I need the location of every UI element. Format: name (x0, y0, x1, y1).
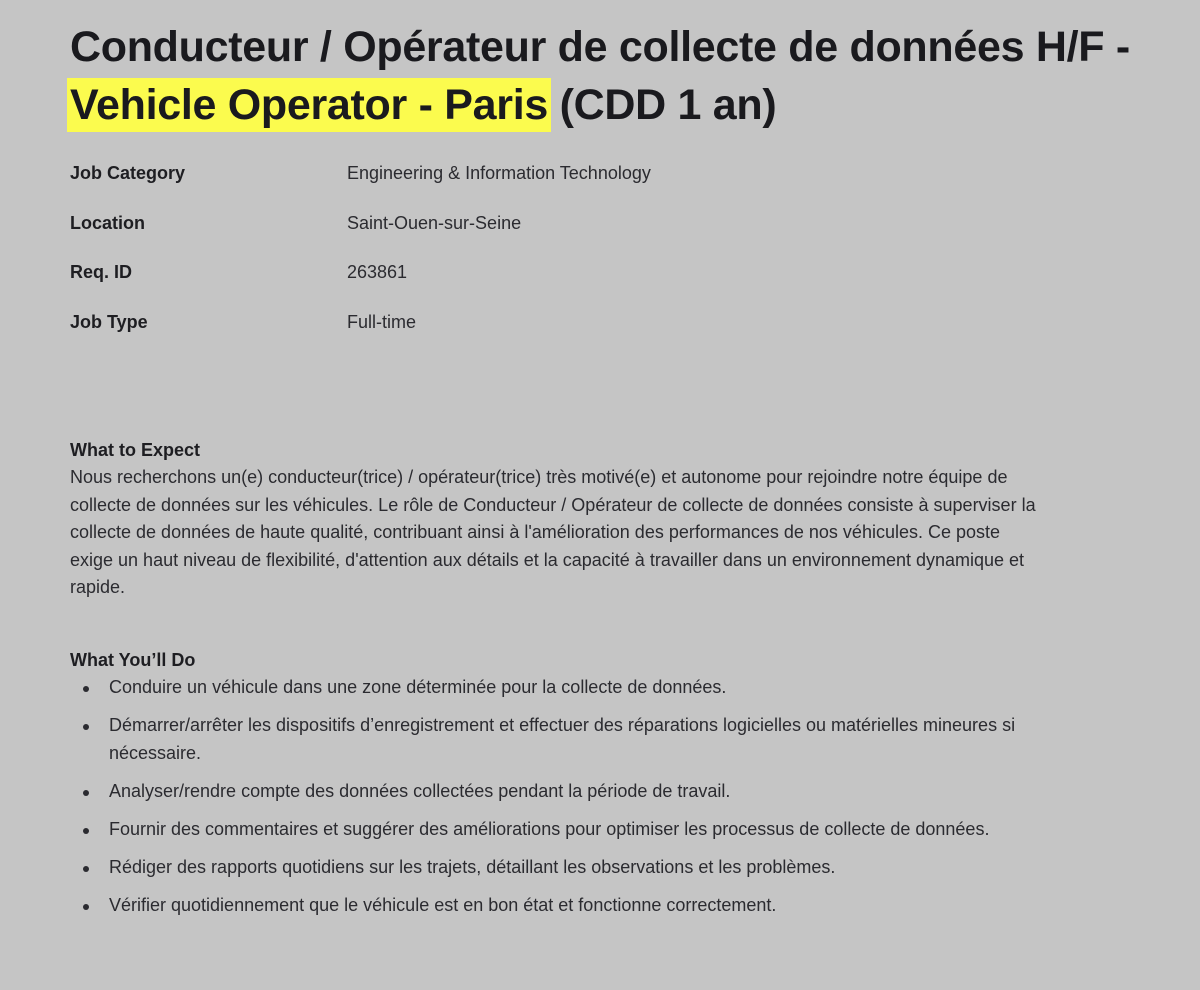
list-item (70, 778, 1040, 806)
meta-row-job-category (70, 160, 870, 210)
what-youll-do-section (70, 647, 1040, 930)
meta-row-location (70, 210, 870, 260)
job-title-part1: Conducteur / Opérateur de collecte de données H/F - (70, 23, 1130, 71)
duties-list (70, 674, 1040, 919)
list-item (70, 674, 1040, 702)
bullet-icon (83, 866, 89, 872)
section-text: Nous recherchons un(e) conducteur(trice) / opérateur(trice) très motivé(e) et autonome pour rejoindre notre équipe de collecte de données sur les véhicules. Le rôle de Conducteur / Opérateur de collecte de données consiste à superviser la collecte de données de haute qualité, contribuant ainsi à l'amélioration des performances de nos véhicules. Ce poste exige un haut niveau de flexibilité, d'attention aux détails et la capacité à travailler dans un environnement dynamique et rapide. (70, 467, 1036, 597)
meta-label: Location (70, 212, 145, 233)
meta-value: Engineering & Information Technology (347, 163, 651, 183)
job-title-part2: (CDD 1 an) (547, 81, 777, 129)
meta-label: Job Category (70, 163, 186, 183)
list-item-text: Conduire un véhicule dans une zone déterminée pour la collecte de données. (109, 677, 727, 697)
job-meta-table (70, 160, 870, 358)
list-item-text: Démarrer/arrêter les dispositifs d’enregistrement et effectuer des réparations logicielles ou matérielles mineures si nécessaire. (109, 715, 1016, 763)
meta-value: Full-time (347, 311, 417, 332)
bullet-icon (83, 686, 89, 692)
meta-row-job-type (70, 309, 870, 359)
list-item-text: Vérifier quotidiennement que le véhicule est en bon état et fonctionne correctement. (109, 894, 777, 915)
bullet-icon (83, 904, 89, 910)
job-title-highlight: Vehicle Operator - Paris (70, 81, 548, 129)
section-heading: What to Expect (70, 440, 201, 460)
meta-label: Job Type (70, 311, 148, 332)
meta-row-req-id (70, 259, 870, 309)
list-item-text: Analyser/rendre compte des données collectées pendant la période de travail. (109, 780, 731, 801)
list-item (70, 854, 1040, 882)
list-item-text: Rédiger des rapports quotidiens sur les trajets, détaillant les observations et les problèmes. (109, 856, 836, 877)
meta-label: Req. ID (70, 262, 133, 282)
bullet-icon (83, 828, 89, 834)
what-to-expect-section (70, 437, 1040, 602)
meta-value: Saint-Ouen-sur-Seine (347, 212, 522, 233)
list-item (70, 816, 1040, 844)
meta-value: 263861 (347, 262, 408, 282)
list-item-text: Fournir des commentaires et suggérer des améliorations pour optimiser les processus de collecte de données. (109, 818, 990, 839)
section-heading: What You’ll Do (70, 650, 196, 670)
job-title (70, 18, 1190, 134)
bullet-icon (83, 790, 89, 796)
bullet-icon (83, 724, 89, 730)
list-item (70, 712, 1040, 767)
list-item (70, 892, 1040, 920)
